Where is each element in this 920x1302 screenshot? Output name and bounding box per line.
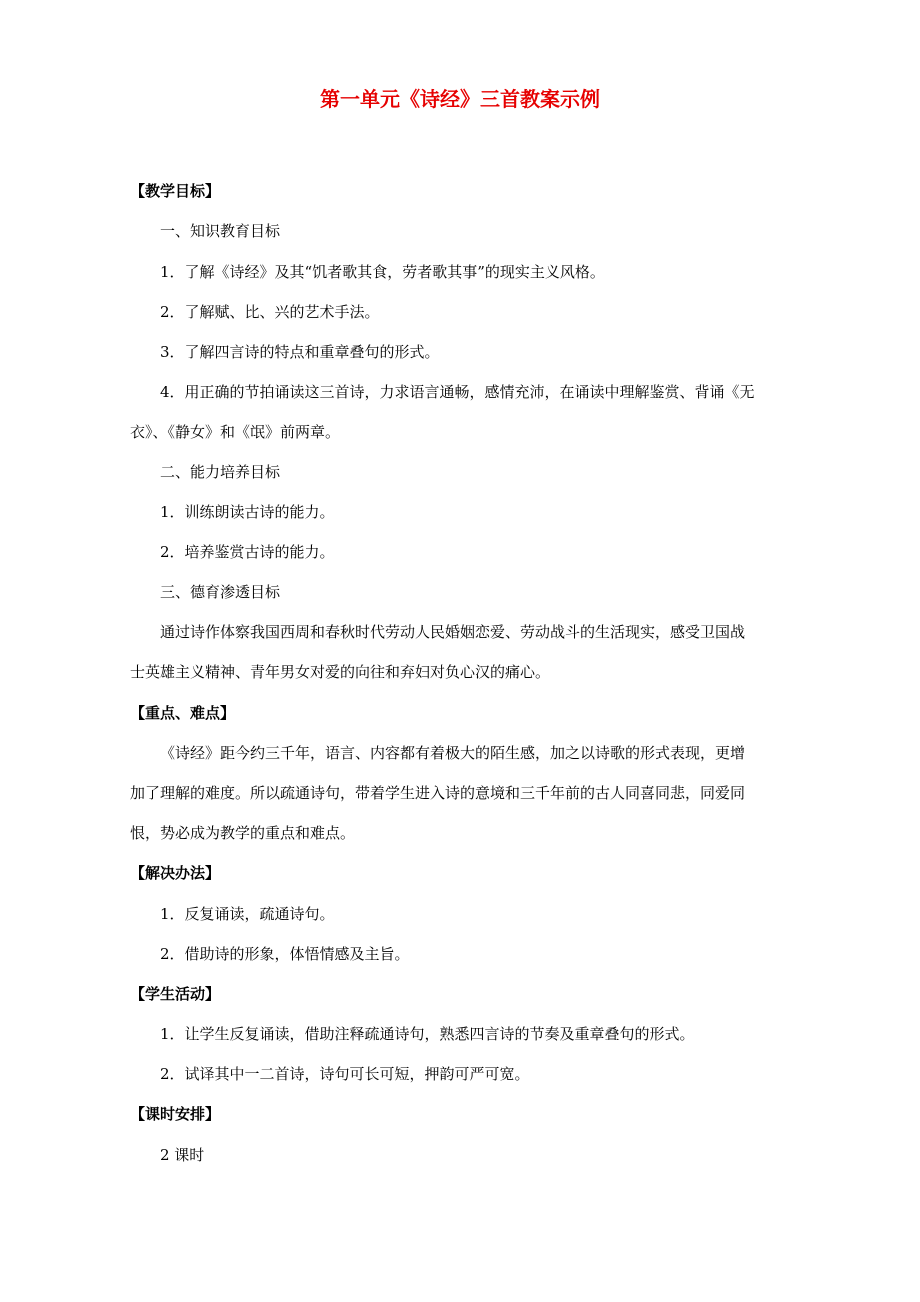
subheading-moral: 三、德育渗透目标 (160, 583, 281, 601)
activities-item-1: 1．让学生反复诵读，借助注释疏通诗句，熟悉四言诗的节奏及重章叠句的形式。 (160, 1025, 695, 1043)
key-points-line-3: 恨，势必成为教学的重点和难点。 (130, 824, 356, 842)
knowledge-item-1: 1．了解《诗经》及其“饥者歌其食，劳者歌其事”的现实主义风格。 (160, 263, 605, 281)
knowledge-item-2: 2．了解赋、比、兴的艺术手法。 (160, 303, 380, 321)
moral-line-2: 士英雄主义精神、青年男女对爱的向往和弃妇对负心汉的痛心。 (130, 663, 551, 681)
solutions-item-2: 2．借助诗的形象，体悟情感及主旨。 (160, 945, 410, 963)
schedule-value: 2 课时 (160, 1146, 205, 1164)
solutions-item-1: 1．反复诵读，疏通诗句。 (160, 905, 335, 923)
knowledge-item-4: 4．用正确的节拍诵读这三首诗，力求语言通畅，感情充沛，在诵读中理解鉴赏、背诵《无 (160, 383, 755, 401)
key-points-line-2: 加了理解的难度。所以疏通诗句，带着学生进入诗的意境和三千年前的古人同喜同悲，同爱同 (130, 784, 746, 802)
subheading-knowledge: 一、知识教育目标 (160, 222, 281, 240)
knowledge-item-3: 3．了解四言诗的特点和重章叠句的形式。 (160, 343, 440, 361)
section-heading-activities: 【学生活动】 (130, 985, 221, 1003)
section-heading-solutions: 【解决办法】 (130, 864, 221, 882)
ability-item-2: 2．培养鉴赏古诗的能力。 (160, 543, 335, 561)
document-title: 第一单元《诗经》三首教案示例 (320, 87, 600, 111)
ability-item-1: 1．训练朗读古诗的能力。 (160, 503, 335, 521)
section-heading-objectives: 【教学目标】 (130, 182, 221, 200)
subheading-ability: 二、能力培养目标 (160, 463, 281, 481)
section-heading-schedule: 【课时安排】 (130, 1105, 221, 1123)
moral-line-1: 通过诗作体察我国西周和春秋时代劳动人民婚姻恋爱、劳动战斗的生活现实，感受卫国战 (160, 623, 746, 641)
key-points-line-1: 《诗经》距今约三千年，语言、内容都有着极大的陌生感，加之以诗歌的形式表现，更增 (160, 744, 746, 762)
activities-item-2: 2．试译其中一二首诗，诗句可长可短，押韵可严可宽。 (160, 1065, 530, 1083)
knowledge-item-4-continued: 衣》、《静女》和《氓》前两章。 (130, 423, 341, 441)
section-heading-key-points: 【重点、难点】 (130, 704, 236, 722)
